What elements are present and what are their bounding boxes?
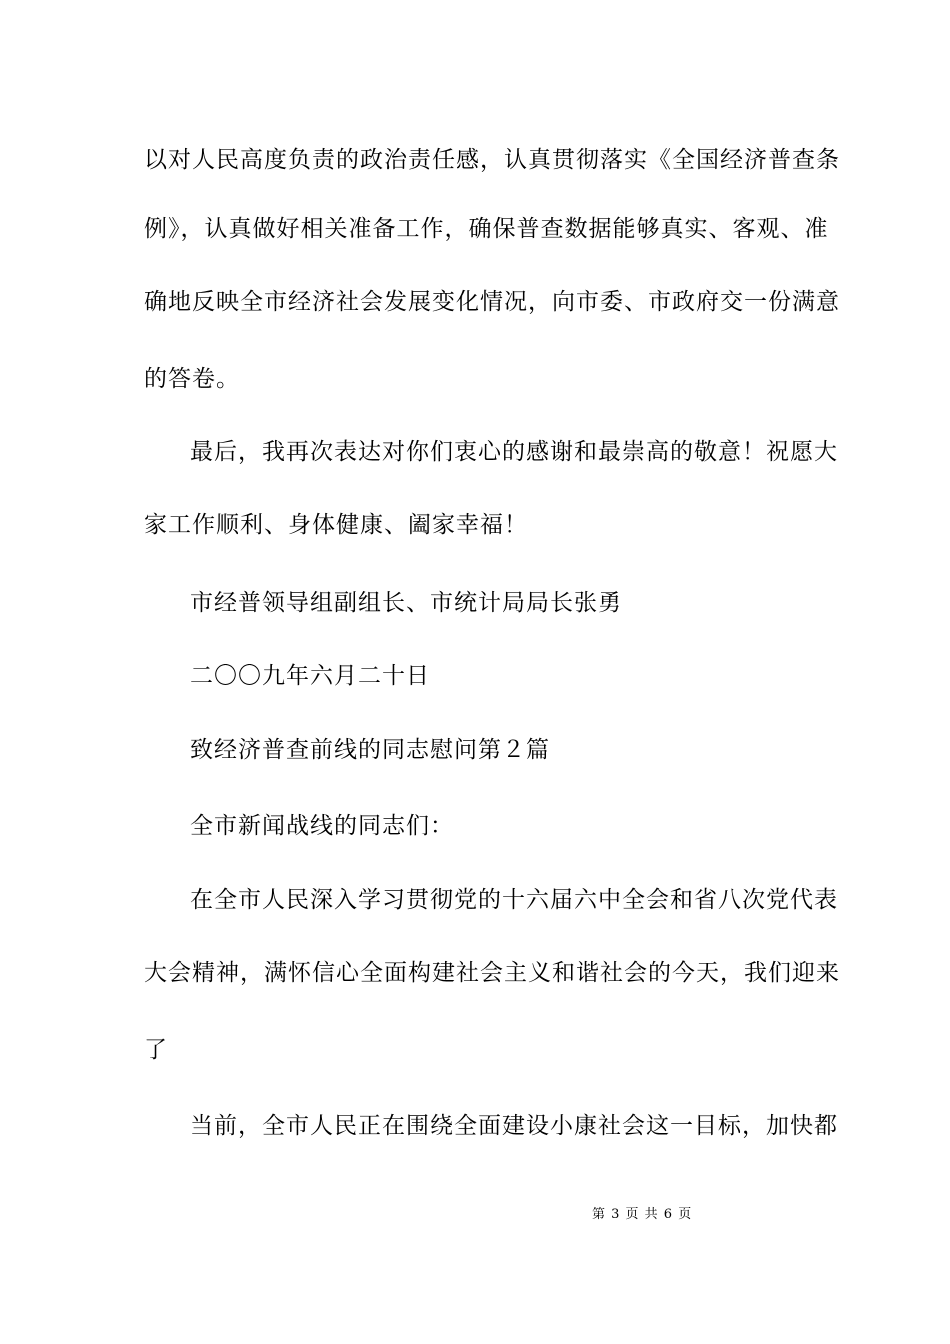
salutation-line: 全市新闻战线的同志们： [190, 813, 454, 839]
body-text-line: 最后，我再次表达对你们衷心的感谢和最崇高的敬意！祝愿大 [190, 439, 838, 465]
body-text-line: 的答卷。 [144, 366, 240, 392]
page-number-footer: 第 3 页 共 6 页 [592, 1207, 693, 1222]
body-text-line: 家工作顺利、身体健康、阖家幸福！ [144, 512, 528, 538]
date-line: 二〇〇九年六月二十日 [190, 663, 430, 689]
body-text-line: 例》，认真做好相关准备工作，确保普查数据能够真实、客观、准 [144, 216, 829, 242]
body-text-line: 以对人民高度负责的政治责任感，认真贯彻落实《全国经济普查条 [144, 147, 840, 173]
section-heading: 致经济普查前线的同志慰问第２篇 [190, 737, 550, 763]
body-text-line: 确地反映全市经济社会发展变化情况，向市委、市政府交一份满意 [144, 289, 840, 315]
body-text-line: 当前，全市人民正在围绕全面建设小康社会这一目标，加快都 [190, 1113, 838, 1139]
body-text-line: 在全市人民深入学习贯彻党的十六届六中全会和省八次党代表 [190, 887, 838, 913]
body-text-line: 大会精神，满怀信心全面构建社会主义和谐社会的今天，我们迎来 [144, 960, 840, 986]
signature-line: 市经普领导组副组长、市统计局局长张勇 [190, 590, 622, 616]
body-text-line: 了 [144, 1037, 168, 1063]
